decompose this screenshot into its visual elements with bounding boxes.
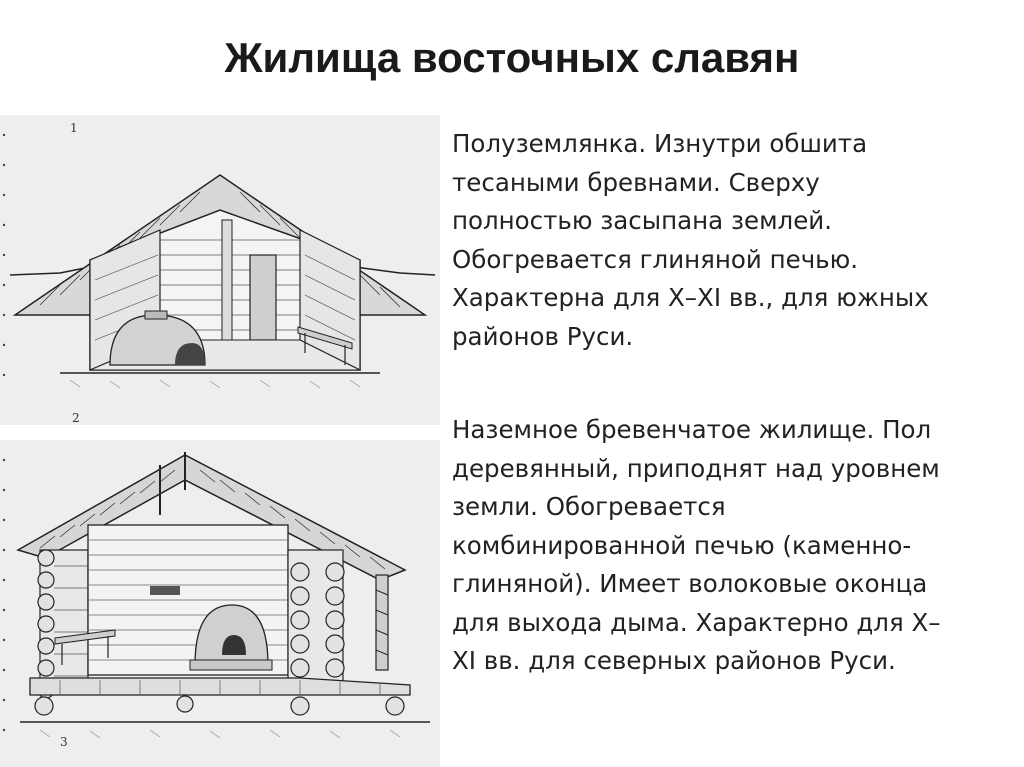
log-house-description: Наземное бревенчатое жилище. Пол деревянный, приподнят над уровнем земли. Обогревается комбинированной печью (каменно- глиняной). Имеет волоковые оконца для выхода дыма. Характерно для X– XI вв. для северных районов Руси. xyxy=(452,415,941,675)
dugout-description: Полуземлянка. Изнутри обшита тесаными бревнами. Сверху полностью засыпана землей. Обогревается глиняной печью. Характерна для X–XI вв., для южных районов Руси. xyxy=(452,129,929,351)
log-house-drawing xyxy=(0,440,440,767)
half-dugout-drawing xyxy=(0,115,440,425)
log-house-illustration xyxy=(0,440,440,767)
figure-number-3: 3 xyxy=(60,735,68,749)
figure-number-2: 2 xyxy=(72,411,80,425)
half-dugout-illustration xyxy=(0,115,440,425)
figure-number-1: 1 xyxy=(70,121,78,135)
slide-title: Жилища восточных славян xyxy=(224,34,800,81)
